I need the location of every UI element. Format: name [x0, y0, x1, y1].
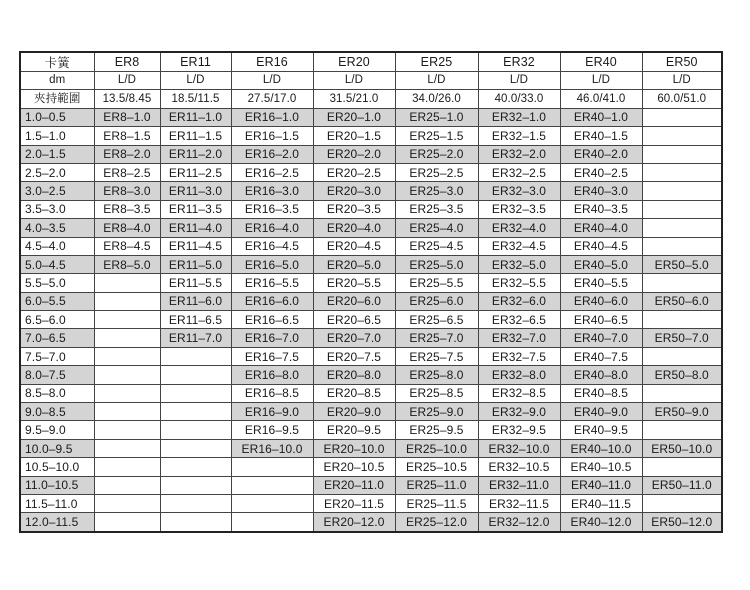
- collet-code-cell: ER40–3.0: [560, 182, 642, 200]
- table-row: [20, 384, 722, 402]
- ld-label: L/D: [560, 72, 642, 90]
- clamping-range-cell: 9.5–9.0: [20, 421, 94, 439]
- collet-code-cell: ER32–2.5: [478, 163, 560, 181]
- collet-code-cell: ER16–2.5: [231, 163, 313, 181]
- collet-code-cell: [94, 292, 160, 310]
- collet-code-cell: [160, 513, 231, 532]
- collet-code-cell: ER16–10.0: [231, 439, 313, 457]
- collet-code-cell: [94, 439, 160, 457]
- table-row: [20, 255, 722, 273]
- clamping-range-cell: 5.5–5.0: [20, 274, 94, 292]
- collet-code-cell: ER20–11.0: [313, 476, 395, 494]
- collet-code-cell: ER32–1.0: [478, 108, 560, 126]
- model-header: ER8: [94, 52, 160, 72]
- collet-code-cell: ER40–4.5: [560, 237, 642, 255]
- clamping-range-cell: 10.0–9.5: [20, 439, 94, 457]
- clamping-range-cell: 11.5–11.0: [20, 494, 94, 512]
- collet-code-cell: ER8–4.0: [94, 219, 160, 237]
- collet-code-cell: [160, 403, 231, 421]
- collet-code-cell: ER32–9.5: [478, 421, 560, 439]
- collet-code-cell: [94, 403, 160, 421]
- collet-code-cell: [160, 347, 231, 365]
- clamping-range-cell: 1.0–0.5: [20, 108, 94, 126]
- collet-code-cell: [642, 347, 722, 365]
- collet-code-cell: [94, 274, 160, 292]
- collet-code-cell: [160, 494, 231, 512]
- collet-code-cell: ER11–4.5: [160, 237, 231, 255]
- collet-code-cell: [94, 513, 160, 532]
- collet-code-cell: ER16–7.5: [231, 347, 313, 365]
- collet-code-cell: ER25–4.0: [395, 219, 478, 237]
- collet-code-cell: ER32–10.0: [478, 439, 560, 457]
- collet-code-cell: ER32–10.5: [478, 458, 560, 476]
- clamping-range-cell: 6.0–5.5: [20, 292, 94, 310]
- collet-code-cell: ER50–8.0: [642, 366, 722, 384]
- collet-code-cell: [94, 311, 160, 329]
- collet-code-cell: ER8–2.5: [94, 163, 160, 181]
- collet-code-cell: ER32–8.5: [478, 384, 560, 402]
- dimension-value: 60.0/51.0: [642, 90, 722, 108]
- collet-code-cell: ER25–9.5: [395, 421, 478, 439]
- collet-code-cell: ER25–3.0: [395, 182, 478, 200]
- collet-code-cell: ER40–9.5: [560, 421, 642, 439]
- collet-code-cell: ER32–8.0: [478, 366, 560, 384]
- collet-code-cell: ER25–11.0: [395, 476, 478, 494]
- collet-code-cell: ER40–6.5: [560, 311, 642, 329]
- collet-code-cell: ER20–5.0: [313, 255, 395, 273]
- collet-size-table: [19, 51, 723, 533]
- collet-code-cell: ER50–6.0: [642, 292, 722, 310]
- collet-code-cell: ER25–7.0: [395, 329, 478, 347]
- collet-code-cell: [642, 108, 722, 126]
- collet-code-cell: ER20–4.5: [313, 237, 395, 255]
- collet-code-cell: ER25–6.0: [395, 292, 478, 310]
- collet-code-cell: ER50–12.0: [642, 513, 722, 532]
- clamping-range-cell: 2.5–2.0: [20, 163, 94, 181]
- dimension-value: 13.5/8.45: [94, 90, 160, 108]
- table-row: [20, 274, 722, 292]
- clamping-range-cell: 5.0–4.5: [20, 255, 94, 273]
- collet-code-cell: ER20–6.0: [313, 292, 395, 310]
- clamping-range-cell: 3.5–3.0: [20, 200, 94, 218]
- ld-label: L/D: [478, 72, 560, 90]
- collet-code-cell: [642, 145, 722, 163]
- collet-code-cell: ER11–5.5: [160, 274, 231, 292]
- collet-code-cell: ER25–11.5: [395, 494, 478, 512]
- table-row: [20, 476, 722, 494]
- collet-code-cell: ER40–5.5: [560, 274, 642, 292]
- clamping-range-cell: 11.0–10.5: [20, 476, 94, 494]
- table-row: [20, 237, 722, 255]
- table-row: [20, 347, 722, 365]
- collet-code-cell: ER11–3.5: [160, 200, 231, 218]
- collet-code-cell: [642, 127, 722, 145]
- collet-code-cell: ER32–4.5: [478, 237, 560, 255]
- collet-code-cell: ER50–5.0: [642, 255, 722, 273]
- table-row: [20, 366, 722, 384]
- collet-code-cell: ER50–7.0: [642, 329, 722, 347]
- collet-code-cell: ER40–6.0: [560, 292, 642, 310]
- collet-code-cell: ER8–1.5: [94, 127, 160, 145]
- collet-code-cell: ER25–10.5: [395, 458, 478, 476]
- collet-code-cell: ER20–7.5: [313, 347, 395, 365]
- collet-code-cell: [642, 274, 722, 292]
- collet-code-cell: ER20–2.0: [313, 145, 395, 163]
- header-row: [20, 52, 722, 72]
- dimension-value: 27.5/17.0: [231, 90, 313, 108]
- table-row: [20, 219, 722, 237]
- dimension-value: 40.0/33.0: [478, 90, 560, 108]
- collet-code-cell: ER40–7.5: [560, 347, 642, 365]
- dm-label: dm: [20, 72, 94, 90]
- collet-code-cell: ER25–9.0: [395, 403, 478, 421]
- collet-code-cell: ER20–8.0: [313, 366, 395, 384]
- collet-code-cell: [231, 513, 313, 532]
- collet-code-cell: ER16–3.0: [231, 182, 313, 200]
- collet-code-cell: ER25–6.5: [395, 311, 478, 329]
- dimension-value: 31.5/21.0: [313, 90, 395, 108]
- collet-header-label: 卡簧: [20, 52, 94, 72]
- collet-code-cell: ER20–9.0: [313, 403, 395, 421]
- collet-code-cell: ER8–4.5: [94, 237, 160, 255]
- collet-code-cell: [642, 200, 722, 218]
- collet-code-cell: [94, 329, 160, 347]
- collet-code-cell: ER11–1.5: [160, 127, 231, 145]
- collet-code-cell: ER20–8.5: [313, 384, 395, 402]
- collet-code-cell: ER40–11.5: [560, 494, 642, 512]
- collet-code-cell: ER8–2.0: [94, 145, 160, 163]
- collet-table-container: [19, 51, 723, 533]
- table-row: [20, 513, 722, 532]
- collet-code-cell: ER50–11.0: [642, 476, 722, 494]
- collet-code-cell: ER11–5.0: [160, 255, 231, 273]
- clamping-range-cell: 12.0–11.5: [20, 513, 94, 532]
- collet-code-cell: ER20–12.0: [313, 513, 395, 532]
- collet-code-cell: ER25–3.5: [395, 200, 478, 218]
- collet-code-cell: [642, 163, 722, 181]
- collet-code-cell: ER50–9.0: [642, 403, 722, 421]
- table-row: [20, 439, 722, 457]
- table-row: [20, 403, 722, 421]
- collet-code-cell: ER16–4.5: [231, 237, 313, 255]
- collet-code-cell: ER25–5.0: [395, 255, 478, 273]
- model-header: ER16: [231, 52, 313, 72]
- collet-code-cell: [642, 237, 722, 255]
- table-row: [20, 311, 722, 329]
- collet-code-cell: [231, 476, 313, 494]
- collet-code-cell: ER20–1.5: [313, 127, 395, 145]
- collet-code-cell: ER16–9.5: [231, 421, 313, 439]
- table-row: [20, 127, 722, 145]
- collet-code-cell: ER25–4.5: [395, 237, 478, 255]
- collet-code-cell: ER25–8.5: [395, 384, 478, 402]
- collet-code-cell: ER32–7.0: [478, 329, 560, 347]
- collet-code-cell: ER32–4.0: [478, 219, 560, 237]
- collet-code-cell: ER20–10.5: [313, 458, 395, 476]
- collet-code-cell: [642, 458, 722, 476]
- table-row: [20, 182, 722, 200]
- collet-code-cell: ER25–1.5: [395, 127, 478, 145]
- collet-code-cell: ER20–5.5: [313, 274, 395, 292]
- collet-code-cell: ER32–3.5: [478, 200, 560, 218]
- collet-code-cell: ER25–2.0: [395, 145, 478, 163]
- collet-code-cell: [231, 494, 313, 512]
- collet-code-cell: ER20–2.5: [313, 163, 395, 181]
- table-row: [20, 145, 722, 163]
- collet-code-cell: ER20–4.0: [313, 219, 395, 237]
- collet-code-cell: ER40–9.0: [560, 403, 642, 421]
- collet-code-cell: [642, 219, 722, 237]
- collet-code-cell: ER40–11.0: [560, 476, 642, 494]
- ld-label: L/D: [313, 72, 395, 90]
- ld-label: L/D: [642, 72, 722, 90]
- collet-code-cell: ER32–9.0: [478, 403, 560, 421]
- collet-code-cell: ER40–10.0: [560, 439, 642, 457]
- collet-code-cell: ER40–2.0: [560, 145, 642, 163]
- collet-code-cell: ER25–7.5: [395, 347, 478, 365]
- collet-code-cell: ER20–6.5: [313, 311, 395, 329]
- collet-code-cell: ER16–8.5: [231, 384, 313, 402]
- collet-code-cell: ER11–6.5: [160, 311, 231, 329]
- collet-code-cell: ER16–1.0: [231, 108, 313, 126]
- clamping-range-cell: 8.0–7.5: [20, 366, 94, 384]
- collet-code-cell: [642, 182, 722, 200]
- collet-code-cell: ER16–4.0: [231, 219, 313, 237]
- collet-code-cell: ER32–11.5: [478, 494, 560, 512]
- collet-code-cell: [642, 311, 722, 329]
- ld-row: [20, 72, 722, 90]
- collet-code-cell: ER11–4.0: [160, 219, 231, 237]
- clamping-range-cell: 4.5–4.0: [20, 237, 94, 255]
- collet-code-cell: ER40–3.5: [560, 200, 642, 218]
- clamping-range-cell: 2.0–1.5: [20, 145, 94, 163]
- collet-code-cell: ER25–10.0: [395, 439, 478, 457]
- collet-code-cell: ER32–5.5: [478, 274, 560, 292]
- model-header: ER32: [478, 52, 560, 72]
- clamping-range-cell: 8.5–8.0: [20, 384, 94, 402]
- collet-code-cell: ER16–7.0: [231, 329, 313, 347]
- collet-code-cell: ER25–12.0: [395, 513, 478, 532]
- collet-code-cell: ER11–2.0: [160, 145, 231, 163]
- collet-code-cell: ER11–2.5: [160, 163, 231, 181]
- collet-code-cell: ER32–6.0: [478, 292, 560, 310]
- clamping-range-cell: 10.5–10.0: [20, 458, 94, 476]
- collet-code-cell: ER16–8.0: [231, 366, 313, 384]
- collet-code-cell: ER20–3.5: [313, 200, 395, 218]
- collet-code-cell: [94, 366, 160, 384]
- collet-code-cell: ER32–6.5: [478, 311, 560, 329]
- collet-code-cell: ER50–10.0: [642, 439, 722, 457]
- collet-code-cell: ER32–3.0: [478, 182, 560, 200]
- collet-code-cell: ER20–9.5: [313, 421, 395, 439]
- collet-code-cell: [160, 366, 231, 384]
- collet-code-cell: ER40–8.5: [560, 384, 642, 402]
- collet-code-cell: ER11–1.0: [160, 108, 231, 126]
- collet-code-cell: [160, 476, 231, 494]
- collet-code-cell: ER20–3.0: [313, 182, 395, 200]
- collet-code-cell: ER40–1.0: [560, 108, 642, 126]
- table-row: [20, 329, 722, 347]
- table-row: [20, 200, 722, 218]
- collet-code-cell: ER11–7.0: [160, 329, 231, 347]
- collet-code-cell: ER25–1.0: [395, 108, 478, 126]
- table-row: [20, 458, 722, 476]
- collet-code-cell: ER40–1.5: [560, 127, 642, 145]
- model-header: ER11: [160, 52, 231, 72]
- collet-code-cell: ER32–2.0: [478, 145, 560, 163]
- collet-code-cell: ER16–6.0: [231, 292, 313, 310]
- collet-code-cell: [642, 384, 722, 402]
- collet-code-cell: [94, 421, 160, 439]
- dimension-value: 34.0/26.0: [395, 90, 478, 108]
- clamping-range-cell: 4.0–3.5: [20, 219, 94, 237]
- collet-code-cell: ER40–10.5: [560, 458, 642, 476]
- dimension-value: 18.5/11.5: [160, 90, 231, 108]
- collet-code-cell: ER16–6.5: [231, 311, 313, 329]
- ld-label: L/D: [231, 72, 313, 90]
- collet-code-cell: [94, 384, 160, 402]
- collet-code-cell: ER40–12.0: [560, 513, 642, 532]
- collet-code-cell: ER16–1.5: [231, 127, 313, 145]
- collet-code-cell: ER20–7.0: [313, 329, 395, 347]
- collet-code-cell: ER40–2.5: [560, 163, 642, 181]
- collet-code-cell: ER32–7.5: [478, 347, 560, 365]
- collet-code-cell: ER16–5.0: [231, 255, 313, 273]
- collet-code-cell: ER40–8.0: [560, 366, 642, 384]
- collet-code-cell: ER20–11.5: [313, 494, 395, 512]
- clamping-range-cell: 1.5–1.0: [20, 127, 94, 145]
- collet-code-cell: ER40–7.0: [560, 329, 642, 347]
- collet-code-cell: ER32–12.0: [478, 513, 560, 532]
- model-header: ER25: [395, 52, 478, 72]
- collet-code-cell: ER25–8.0: [395, 366, 478, 384]
- model-header: ER40: [560, 52, 642, 72]
- collet-code-cell: ER11–3.0: [160, 182, 231, 200]
- collet-code-cell: ER20–10.0: [313, 439, 395, 457]
- collet-code-cell: [94, 476, 160, 494]
- collet-code-cell: [160, 421, 231, 439]
- collet-code-cell: ER16–5.5: [231, 274, 313, 292]
- collet-code-cell: [94, 458, 160, 476]
- collet-code-cell: ER16–2.0: [231, 145, 313, 163]
- table-row: [20, 108, 722, 126]
- collet-code-cell: ER20–1.0: [313, 108, 395, 126]
- collet-code-cell: [94, 494, 160, 512]
- clamping-range-cell: 7.5–7.0: [20, 347, 94, 365]
- collet-code-cell: [231, 458, 313, 476]
- collet-code-cell: ER8–3.5: [94, 200, 160, 218]
- collet-code-cell: ER16–9.0: [231, 403, 313, 421]
- table-row: [20, 292, 722, 310]
- model-header: ER50: [642, 52, 722, 72]
- collet-code-cell: ER25–2.5: [395, 163, 478, 181]
- clamping-range-cell: 3.0–2.5: [20, 182, 94, 200]
- collet-code-cell: ER11–6.0: [160, 292, 231, 310]
- collet-code-cell: [160, 384, 231, 402]
- collet-code-cell: ER8–1.0: [94, 108, 160, 126]
- dimensions-row: [20, 90, 722, 108]
- collet-code-cell: ER16–3.5: [231, 200, 313, 218]
- collet-code-cell: ER8–3.0: [94, 182, 160, 200]
- collet-code-cell: [160, 458, 231, 476]
- dimension-value: 46.0/41.0: [560, 90, 642, 108]
- collet-code-cell: [94, 347, 160, 365]
- ld-label: L/D: [160, 72, 231, 90]
- table-row: [20, 494, 722, 512]
- collet-code-cell: ER32–11.0: [478, 476, 560, 494]
- collet-code-cell: ER8–5.0: [94, 255, 160, 273]
- table-row: [20, 421, 722, 439]
- clamping-range-label: 夾持範圍: [20, 90, 94, 108]
- collet-code-cell: ER32–5.0: [478, 255, 560, 273]
- clamping-range-cell: 6.5–6.0: [20, 311, 94, 329]
- clamping-range-cell: 7.0–6.5: [20, 329, 94, 347]
- model-header: ER20: [313, 52, 395, 72]
- collet-code-cell: ER25–5.5: [395, 274, 478, 292]
- ld-label: L/D: [395, 72, 478, 90]
- collet-code-cell: ER32–1.5: [478, 127, 560, 145]
- collet-code-cell: ER40–5.0: [560, 255, 642, 273]
- collet-code-cell: [160, 439, 231, 457]
- collet-code-cell: ER40–4.0: [560, 219, 642, 237]
- collet-code-cell: [642, 494, 722, 512]
- collet-code-cell: [642, 421, 722, 439]
- ld-label: L/D: [94, 72, 160, 90]
- clamping-range-cell: 9.0–8.5: [20, 403, 94, 421]
- table-row: [20, 163, 722, 181]
